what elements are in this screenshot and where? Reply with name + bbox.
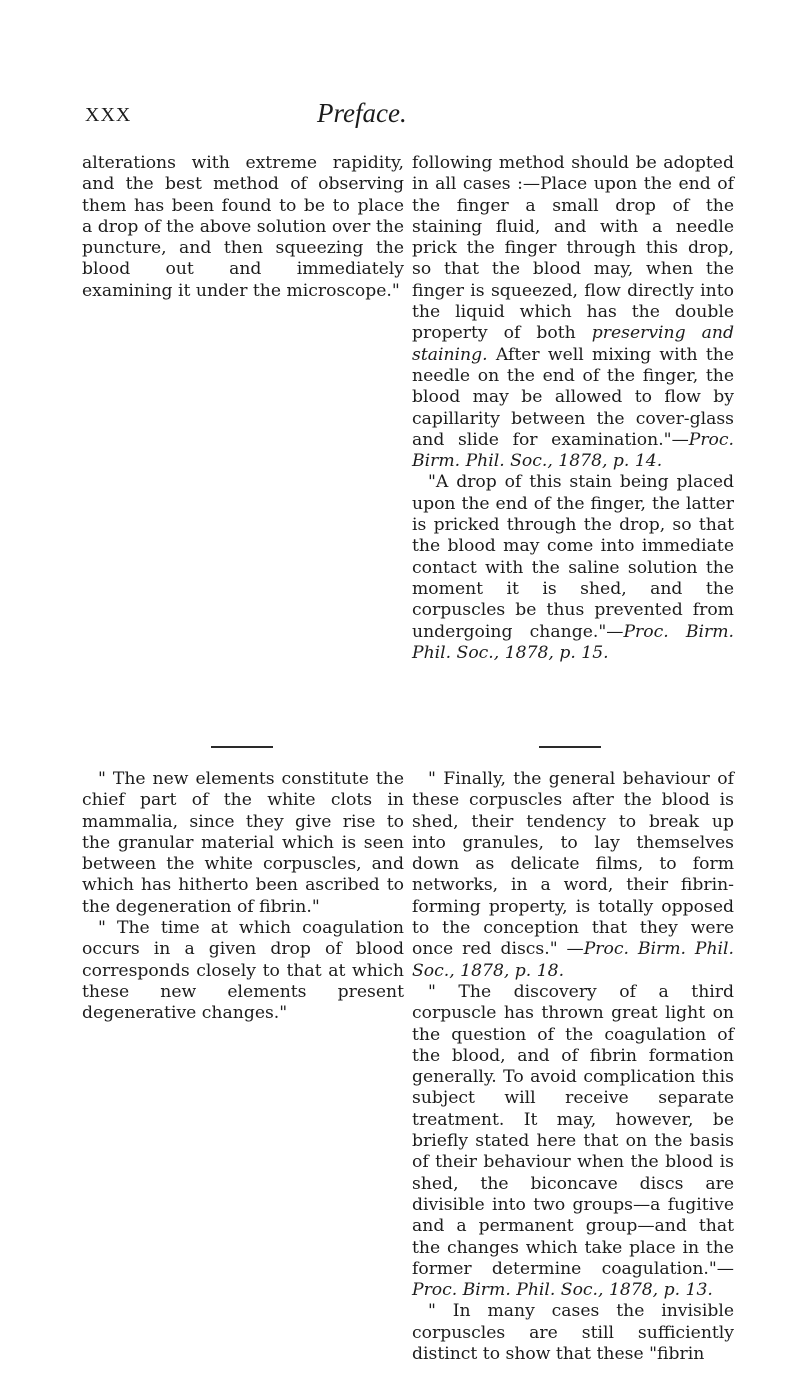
paragraph: " The new elements constitute the chief part of the white clots in mammalia, since they give rise to the granular material which is seen between the white corpuscles, and which has hitherto been ascribed to the degeneration of fibrin." xyxy=(82,769,404,917)
running-title: Preface. xyxy=(317,98,407,128)
paragraph xyxy=(412,472,734,664)
paragraph: " In many cases the invisible corpuscles are still sufficiently distinct to show that these "fibrin xyxy=(412,1301,734,1365)
citation: Proc. Birm. Phil. Soc., 1878, p. 14. xyxy=(412,429,734,472)
citation: Proc. Birm. Phil. Soc., 1878, p. 15. xyxy=(412,621,734,663)
section-divider xyxy=(539,746,601,748)
paragraph: alterations with extreme rapidity, and the best method of observing them has been found to be to place a drop of the above solution over the puncture, and then squeezing the blood out and immediately examining it under the microscope." xyxy=(82,153,404,301)
text-run: " The discovery of a third corpuscle has thrown great light on the question of the coagulation of the blood, and of fibrin formation generally. To avoid complication this subject will receive separate treatment. It may, however, be briefly stated here that on the basis of their behaviour when the blood is shed, the biconcave discs are divisible into two groups—a fugitive and a permanent group—and that the changes which take place in the former determine coagulation."— xyxy=(412,981,734,1279)
left-column-top xyxy=(82,153,404,302)
left-column-bottom xyxy=(82,769,404,1025)
paragraph xyxy=(412,982,734,1301)
right-column-bottom xyxy=(412,769,734,1365)
text-run: " Finally, the general behaviour of these corpuscles after the blood is shed, their tendency to break up into granules, to lay themselves down as delicate films, to form networks, in a word, their fibrin-forming property, is totally opposed to the conception that they were once red discs." — xyxy=(412,769,734,960)
paragraph: " The time at which coagulation occurs in a given drop of blood corresponds closely to that at which these new elements present degenerative changes." xyxy=(82,918,404,1024)
text-run: following method should be adopted in all cases :—Place upon the end of the finger a small drop of the staining fluid, and with a needle prick the finger through this drop, so that the blood may, when the finger is squeezed, flow directly into the liquid which has the double property of both xyxy=(412,153,734,344)
paragraph xyxy=(412,153,734,472)
page-number: XXX xyxy=(85,104,132,126)
text-run: "A drop of this stain being placed upon the end of the finger, the latter is pricked through the drop, so that the blood may come into immediate contact with the saline solution the moment it is shed, and the corpuscles be thus prevented from undergoing change."— xyxy=(412,472,734,642)
text-run: After well mixing with the needle on the end of the finger, the blood may be allowed to flow by capillarity between the cover-glass and slide for examination."— xyxy=(412,344,734,450)
right-column-top xyxy=(412,153,734,664)
citation: Proc. Birm. Phil. Soc., 1878, p. 18. xyxy=(412,939,734,981)
page-header xyxy=(85,98,715,144)
section-divider xyxy=(211,746,273,748)
citation: Proc. Birm. Phil. Soc., 1878, p. 13. xyxy=(412,1280,713,1301)
emphasis-text: preserving and staining. xyxy=(412,323,734,365)
paragraph xyxy=(412,769,734,982)
